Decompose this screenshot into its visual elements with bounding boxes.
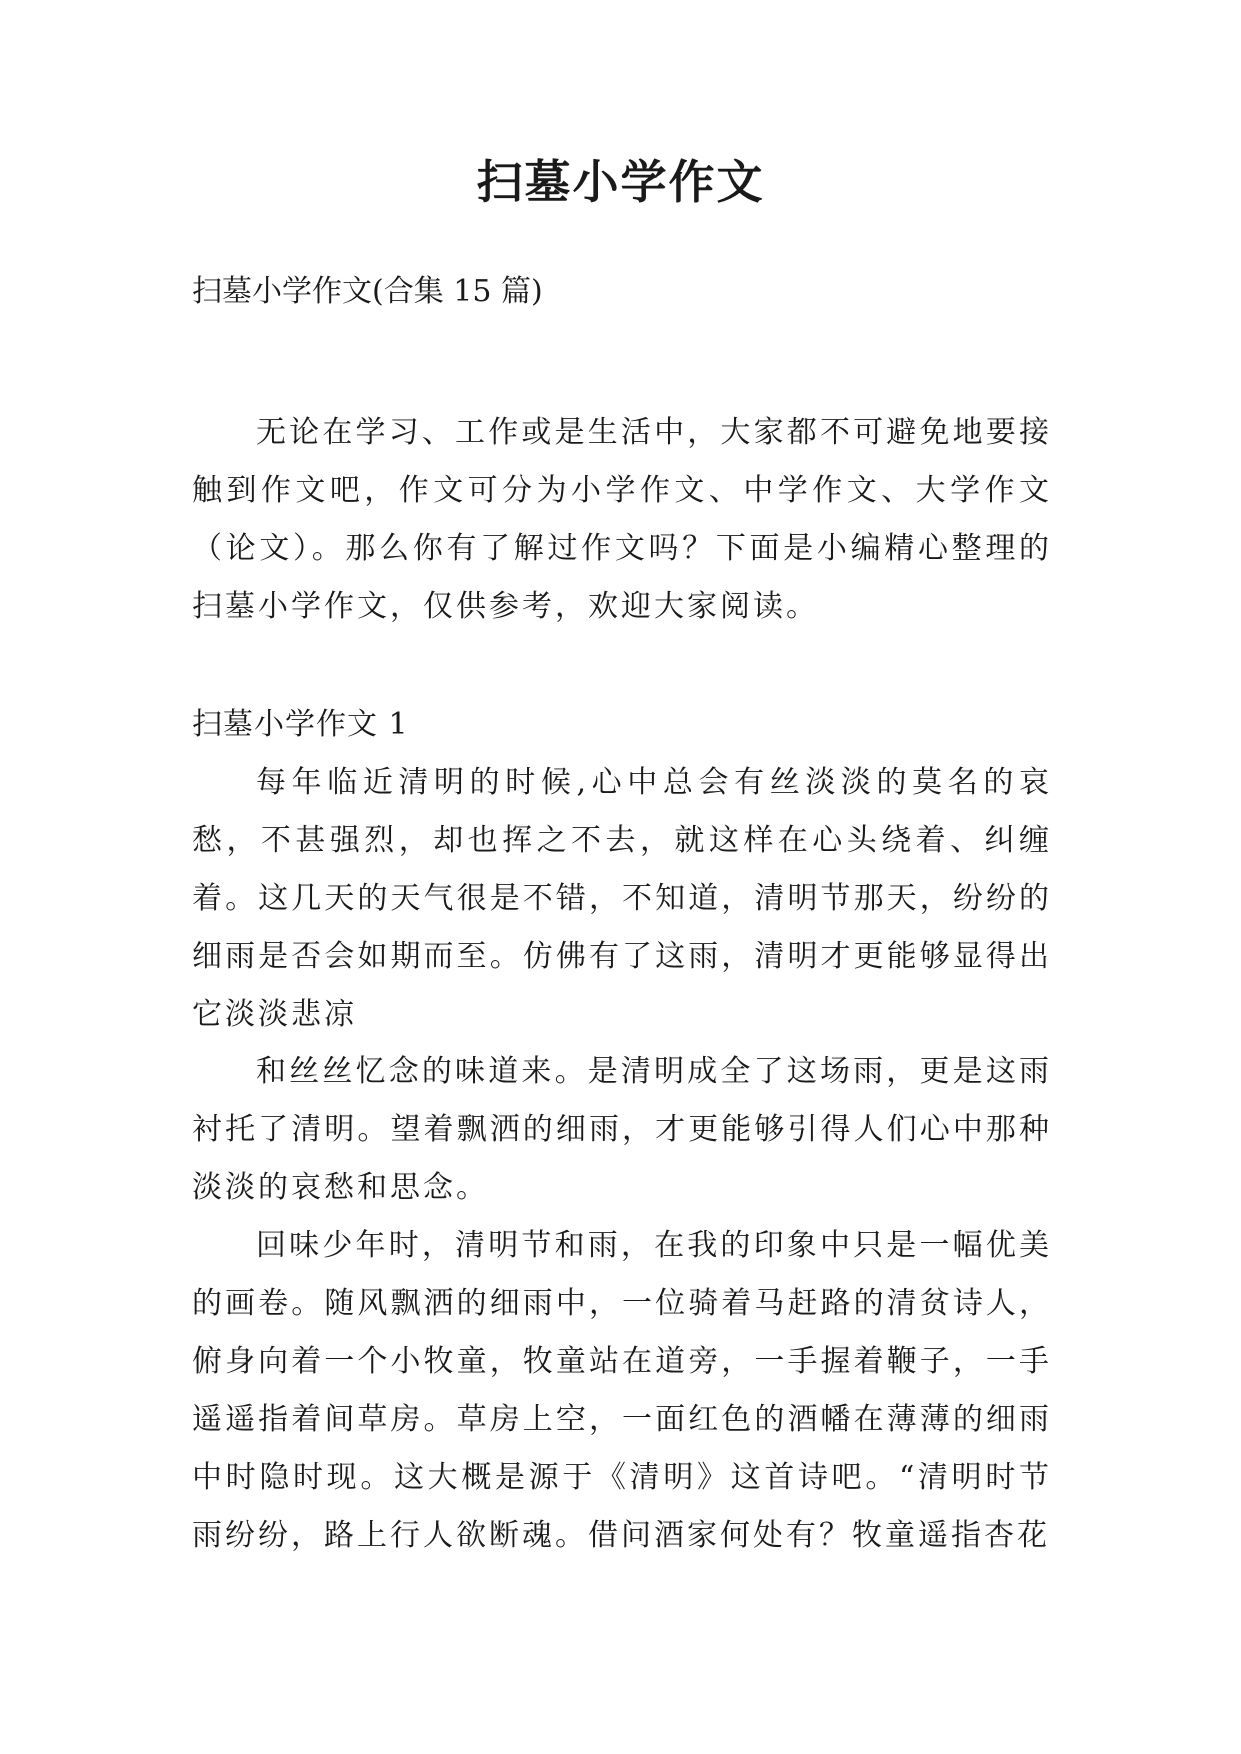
essay-paragraph-1: 每年临近清明的时候,心中总会有丝淡淡的莫名的哀愁，不甚强烈，却也挥之不去，就这样在心头绕着、纠缠着。这几天的天气很是不错，不知道，清明节那天，纷纷的细雨是否会如期而至。仿佛有了这雨，清明才更能够显得出它淡淡悲凉: [192, 765, 1052, 1032]
essay-heading: 扫墓小学作文 1: [192, 707, 409, 742]
intro-paragraph: 无论在学习、工作或是生活中，大家都不可避免地要接触到作文吧，作文可分为小学作文、中学作文、大学作文（论文）。那么你有了解过作文吗？下面是小编精心整理的扫墓小学作文，仅供参考，欢迎大家阅读。: [192, 415, 1052, 624]
document-title: 扫墓小学作文: [476, 155, 765, 209]
document-subtitle: 扫墓小学作文(合集 15 篇): [192, 274, 543, 309]
essay-paragraph-3: 回味少年时，清明节和雨，在我的印象中只是一幅优美的画卷。随风飘洒的细雨中，一位骑着马赶路的清贫诗人，俯身向着一个小牧童，牧童站在道旁，一手握着鞭子，一手遥遥指着间草房。草房上空，一面红色的酒幡在薄薄的细雨中时隐时现。这大概是源于《清明》这首诗吧。“清明时节雨纷纷，路上行人欲断魂。借问酒家何处有？牧童遥指杏花: [192, 1228, 1052, 1553]
essay-paragraph-2: 和丝丝忆念的味道来。是清明成全了这场雨，更是这雨衬托了清明。望着飘洒的细雨，才更能够引得人们心中那种淡淡的哀愁和思念。: [192, 1054, 1052, 1205]
